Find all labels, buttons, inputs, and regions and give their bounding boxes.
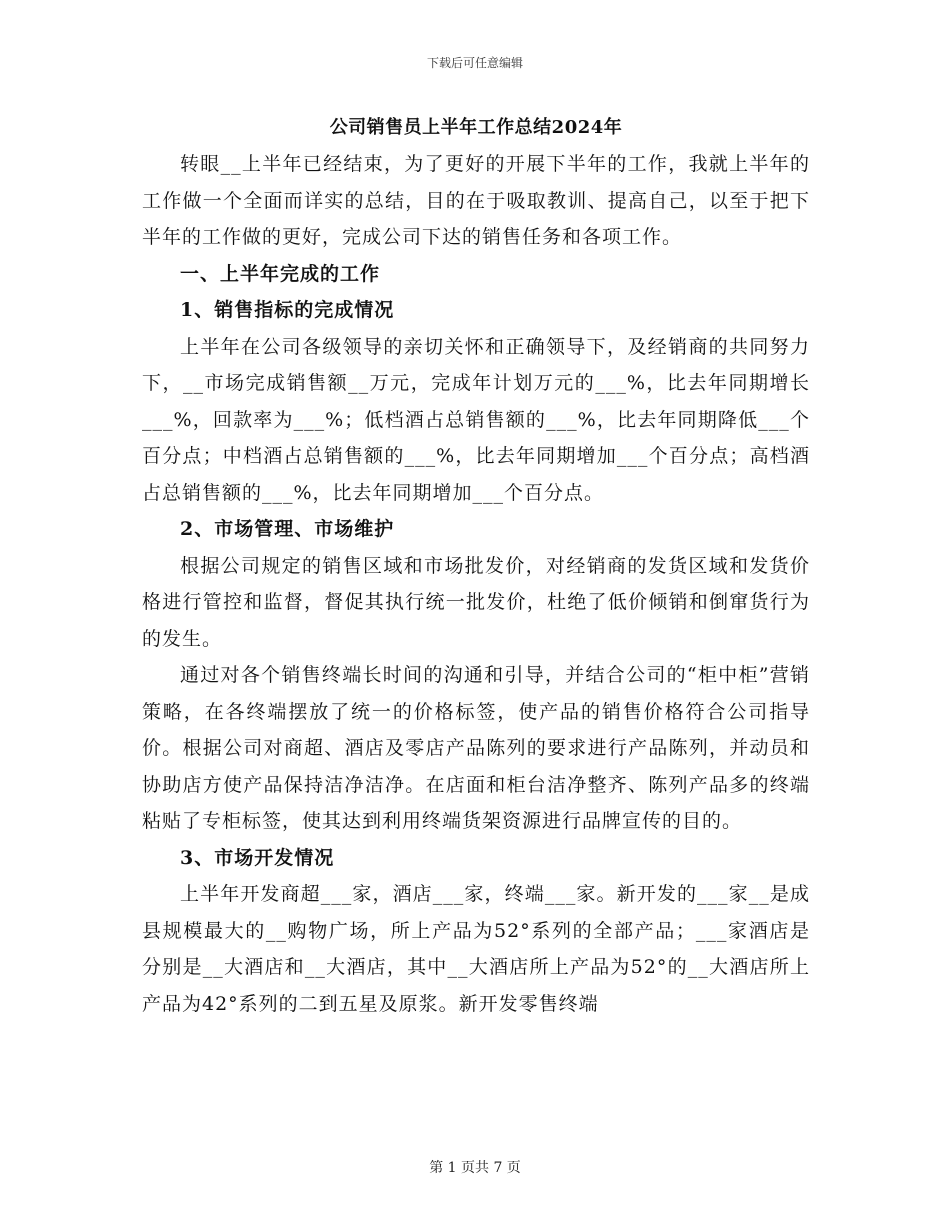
- market-development-paragraph: 上半年开发商超___家，酒店___家，终端___家。新开发的___家__是成县规模最大的__购物广场，所上产品为52°系列的全部产品；___家酒店是分别是__大酒店和__大酒店，其中__大酒店所上产品为52°的__大酒店所上产品为42°系列的二到五星及原浆。新开发零售终端: [142, 883, 810, 1015]
- subsection-heading-market-management: 2、市场管理、市场维护: [180, 518, 395, 540]
- intro-paragraph: 转眼__上半年已经结束，为了更好的开展下半年的工作，我就上半年的工作做一个全面而详实的总结，目的在于吸取教训、提高自己，以至于把下半年的工作做的更好，完成公司下达的销售任务和各项工作。: [142, 153, 810, 248]
- subsection-heading-market-development: 3、市场开发情况: [180, 846, 335, 869]
- header-note: 下载后可任意编辑: [426, 56, 523, 70]
- section-heading-1: 一、上半年完成的工作: [180, 262, 381, 285]
- page-number: 第 1 页共 7 页: [429, 1160, 521, 1176]
- subsection-heading-sales: 1、销售指标的完成情况: [180, 299, 395, 321]
- document-title: 公司销售员上半年工作总结2024年: [329, 117, 623, 138]
- sales-paragraph: 上半年在公司各级领导的亲切关怀和正确领导下，及经销商的共同努力下，__市场完成销售额__万元，完成年计划万元的___%，比去年同期增长___%，回款率为___%；低档酒占总销售额的___%，比去年同期降低___个百分点；中档酒占总销售额的___%，比去年同期增加___个百分点；高档酒占总销售额的___%，比去年同期增加___个百分点。: [142, 335, 810, 504]
- document-body: [142, 110, 810, 1022]
- market-management-paragraph-1: 根据公司规定的销售区域和市场批发价，对经销商的发货区域和发货价格进行管控和监督，督促其执行统一批发价，杜绝了低价倾销和倒窜货行为的发生。: [142, 554, 810, 650]
- market-management-paragraph-2: 通过对各个销售终端长时间的沟通和引导，并结合公司的“柜中柜”营销策略，在各终端摆放了统一的价格标签，使产品的销售价格符合公司指导价。根据公司对商超、酒店及零店产品陈列的要求进行产品陈列，并动员和协助店方使产品保持洁净洁净。在店面和柜台洁净整齐、陈列产品多的终端粘贴了专柜标签，使其达到利用终端货架资源进行品牌宣传的目的。: [142, 664, 810, 832]
